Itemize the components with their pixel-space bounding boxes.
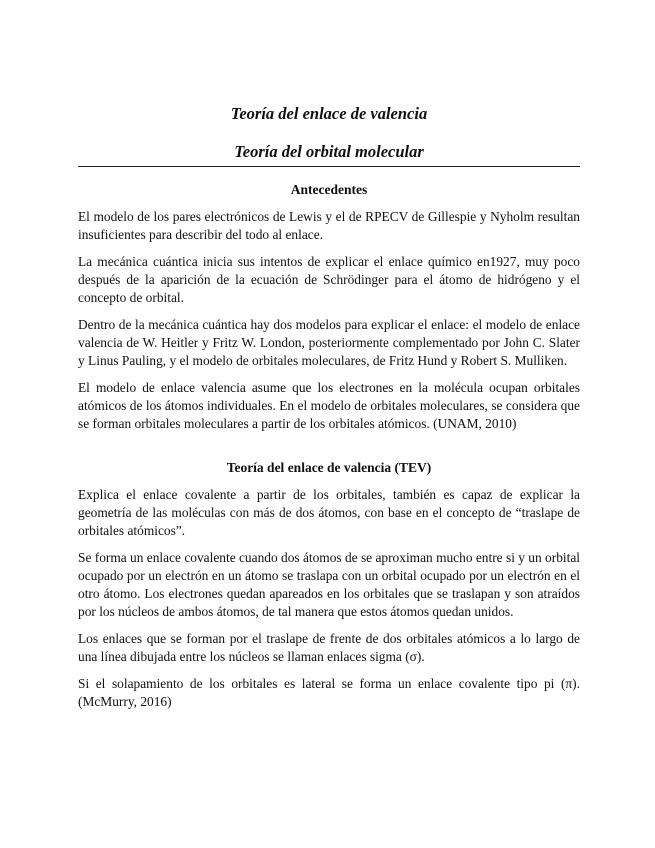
section-heading: Antecedentes [290, 182, 368, 197]
section-antecedentes [78, 181, 580, 433]
document-subtitle: Teoría del orbital molecular [234, 142, 424, 161]
paragraph: Si el solapamiento de los orbitales es lateral se forma un enlace covalente tipo pi (π). (McMurry, 2016) [78, 676, 580, 709]
document-title: Teoría del enlace de valencia [230, 104, 428, 123]
paragraph: Explica el enlace covalente a partir de los orbitales, también es capaz de explicar la geometría de las moléculas con más de dos átomos, con base en el concepto de “traslape de orbitales atómicos”. [78, 487, 580, 538]
paragraph: El modelo de enlace valencia asume que los electrones en la molécula ocupan orbitales atómicos de los átomos individuales. En el modelo de orbitales moleculares, se considera que se forman orbitales moleculares a partir de los orbitales atómicos. (UNAM, 2010) [78, 380, 580, 431]
paragraph: El modelo de los pares electrónicos de Lewis y el de RPECV de Gillespie y Nyholm resultan insuficientes para describir del todo al enlace. [78, 209, 580, 242]
paragraph: Se forma un enlace covalente cuando dos átomos de se aproximan mucho entre si y un orbital ocupado por un electrón en un átomo se traslapa con un orbital ocupado por un electrón en el otro átomo. Los electrones quedan apareados en los orbitales que se traslapan y son atraídos por los núcleos de ambos átomos, de tal manera que estos átomos quedan unidos. [78, 550, 580, 619]
section-heading: Teoría del enlace de valencia (TEV) [226, 460, 432, 475]
document-page [78, 104, 580, 720]
section-tev [78, 459, 580, 711]
title-divider [78, 166, 580, 167]
paragraph: Dentro de la mecánica cuántica hay dos modelos para explicar el enlace: el modelo de enlace valencia de W. Heitler y Fritz W. London, posteriormente complementado por John C. Slater y Linus Pauling, y el modelo de orbitales moleculares, de Fritz Hund y Robert S. Mulliken. [78, 317, 580, 368]
paragraph: Los enlaces que se forman por el traslape de frente de dos orbitales atómicos a lo largo de una línea dibujada entre los núcleos se llaman enlaces sigma (σ). [78, 631, 580, 664]
paragraph: La mecánica cuántica inicia sus intentos de explicar el enlace químico en1927, muy poco después de la aparición de la ecuación de Schrödinger para el átomo de hidrógeno y el concepto de orbital. [78, 254, 580, 305]
